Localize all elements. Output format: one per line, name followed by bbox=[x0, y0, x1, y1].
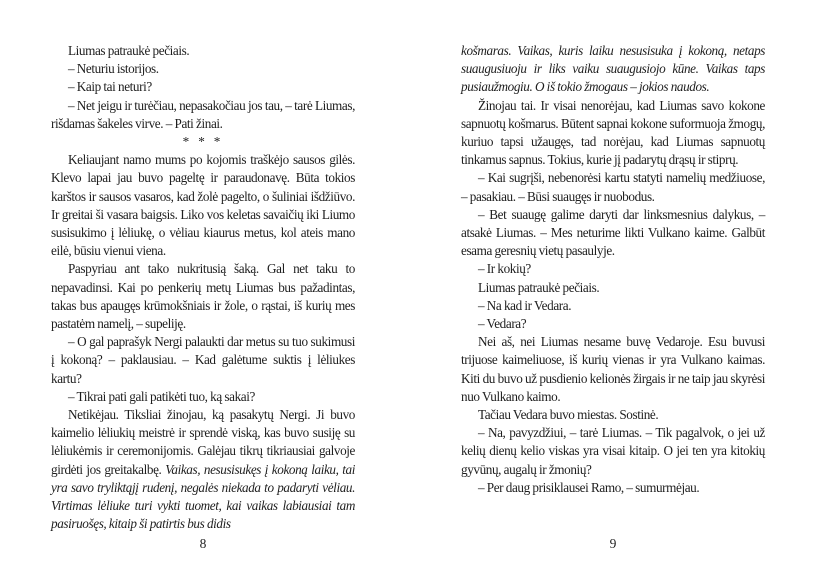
text-run: – Kaip tai neturi? bbox=[68, 79, 152, 95]
text-run: Tačiau Vedara buvo miestas. Sostinė. bbox=[478, 407, 659, 423]
text-run: – Na, pavyzdžiui, – tarė Liumas. – Tik pagalvok, o jei už kelių dienų kelio viskas yra visai kitaip. O jei ten yra kitokių gyvūnų, augalų ir žmonių? bbox=[461, 425, 765, 477]
text-run-italic: Vaikas, nesusisukęs į kokoną laiku, tai yra savo tryliktąjį rudenį, negalės niekada to padaryti vėliau. Virtimas lėliuke turi vykti tuomet, kai vaikas labiausiai tam pasiruošęs, kitaip ši patirtis bus didis bbox=[51, 461, 355, 532]
paragraph bbox=[51, 333, 355, 388]
paragraph bbox=[51, 97, 355, 133]
text-run: – Bet suaugę galime daryti dar linksmesnius dalykus, – atsakė Liumas. – Mes neturime likti Vulkano kaime. Galbūt esama geresnių vietų pasaulyje. bbox=[461, 206, 765, 259]
paragraph bbox=[51, 388, 355, 406]
page-number-left: 8 bbox=[199, 536, 207, 551]
paragraph bbox=[51, 42, 355, 60]
paragraph bbox=[461, 479, 765, 497]
paragraph bbox=[51, 78, 355, 96]
text-run-italic: košmaras. Vaikas, kuris laiku nesusisuka į kokoną, netaps suaugusiuoju ir liks vaiku suaugusiojo kūne. Vaikas taps pusiaužmogiu. O iš tokio žmogaus – jokios naudos. bbox=[461, 43, 765, 95]
text-run: Nei aš, nei Liumas nesame buvę Vedaroje. Esu buvusi trijuose kaimeliuose, iš kurių vienas ir yra Vulkano kaimas. Kiti du buvo už pusdienio kelionės žirgais ir ne taip jau skyrėsi nuo Vulkano kaimo. bbox=[461, 334, 765, 404]
text-run: Paspyriau ant tako nukritusią šaką. Gal net taku to nepavadinsi. Kai po penkerių metų Liumas bus pažadintas, takas bus apaugęs krūmokšniais ir žole, o rąstai, iš kurių mes pastatėm namelį, – supeliję. bbox=[51, 261, 355, 332]
paragraph bbox=[461, 406, 765, 424]
paragraph bbox=[51, 60, 355, 78]
text-run: Liumas patraukė pečiais. bbox=[68, 43, 190, 58]
paragraph bbox=[461, 424, 765, 479]
paragraph bbox=[51, 260, 355, 333]
paragraph bbox=[461, 206, 765, 261]
text-run: – Kai sugrįši, nebenorėsi kartu statyti namelių medžiuose, – pasakiau. – Būsi suaugęs ir nuobodus. bbox=[461, 170, 765, 204]
paragraph bbox=[461, 260, 765, 278]
text-run: – Net jeigu ir turėčiau, nepasakočiau jos tau, – tarė Liumas, rišdamas šakeles virve. – Pati žinai. bbox=[51, 97, 355, 131]
paragraph bbox=[461, 279, 765, 297]
text-run: – Tikrai pati gali patikėti tuo, ką sakai? bbox=[68, 388, 255, 404]
text-run: – Na kad ir Vedara. bbox=[478, 297, 572, 313]
page-left-text-column bbox=[51, 42, 355, 533]
page-number-right: 9 bbox=[609, 536, 617, 551]
section-break: * * * bbox=[182, 134, 224, 150]
paragraph bbox=[461, 297, 765, 315]
paragraph bbox=[461, 97, 765, 170]
text-run: Liumas patraukė pečiais. bbox=[478, 279, 600, 295]
paragraph bbox=[461, 169, 765, 205]
paragraph bbox=[461, 42, 765, 97]
text-run: – Per daug prisiklausei Ramo, – sumurmėjau. bbox=[478, 479, 700, 495]
paragraph bbox=[461, 315, 765, 333]
paragraph bbox=[51, 151, 355, 260]
text-run: Netikėjau. Tiksliai žinojau, ką pasakytų Nergi. Ji buvo kaimelio lėliukių meistrė ir sprendė viską, kas buvo susiję su lėliukėmis ir ceremonijomis. Galėjau tikrų tikriausiai galvoje girdėti jos greitakalbę. bbox=[51, 407, 355, 477]
text-run: Keliaujant namo mums po kojomis traškėjo sausos gilės. Klevo lapai jau buvo pageltę ir paraudonavę. Būta tokios karštos ir sausos vasaros, kad žolė pagelto, o šuliniai išdžiūvo. Ir greitai ši vasara baigsis. Liko vos keletas savaičių iki Liumo susisukimo į lėliukę, o vėliau kiaurus metus, kol ateis mano eilė, būsiu vienui viena. bbox=[51, 152, 355, 259]
text-run: – Neturiu istorijos. bbox=[68, 61, 159, 77]
paragraph bbox=[51, 406, 355, 533]
text-run: Žinojau tai. Ir visai nenorėjau, kad Liumas savo kokone sapnuotų košmarus. Būtent sapnai kokone suformuoja žmogų, kuriuo tapsi užaugęs, tad norėjau, kad Liumas sapnuotų tinkamus sapnus. Tokius, kurie jį padarytų drąsų ir stiprų. bbox=[461, 97, 765, 168]
text-run: – O gal paprašyk Nergi palaukti dar metus su tuo sukimusi į kokoną? – paklausiau. – Kad galėtume suktis į lėliukes kartu? bbox=[51, 334, 355, 386]
text-run: – Vedara? bbox=[478, 316, 527, 332]
paragraph bbox=[461, 333, 765, 406]
text-run: – Ir kokių? bbox=[478, 261, 531, 277]
page-right-text-column bbox=[461, 42, 765, 497]
